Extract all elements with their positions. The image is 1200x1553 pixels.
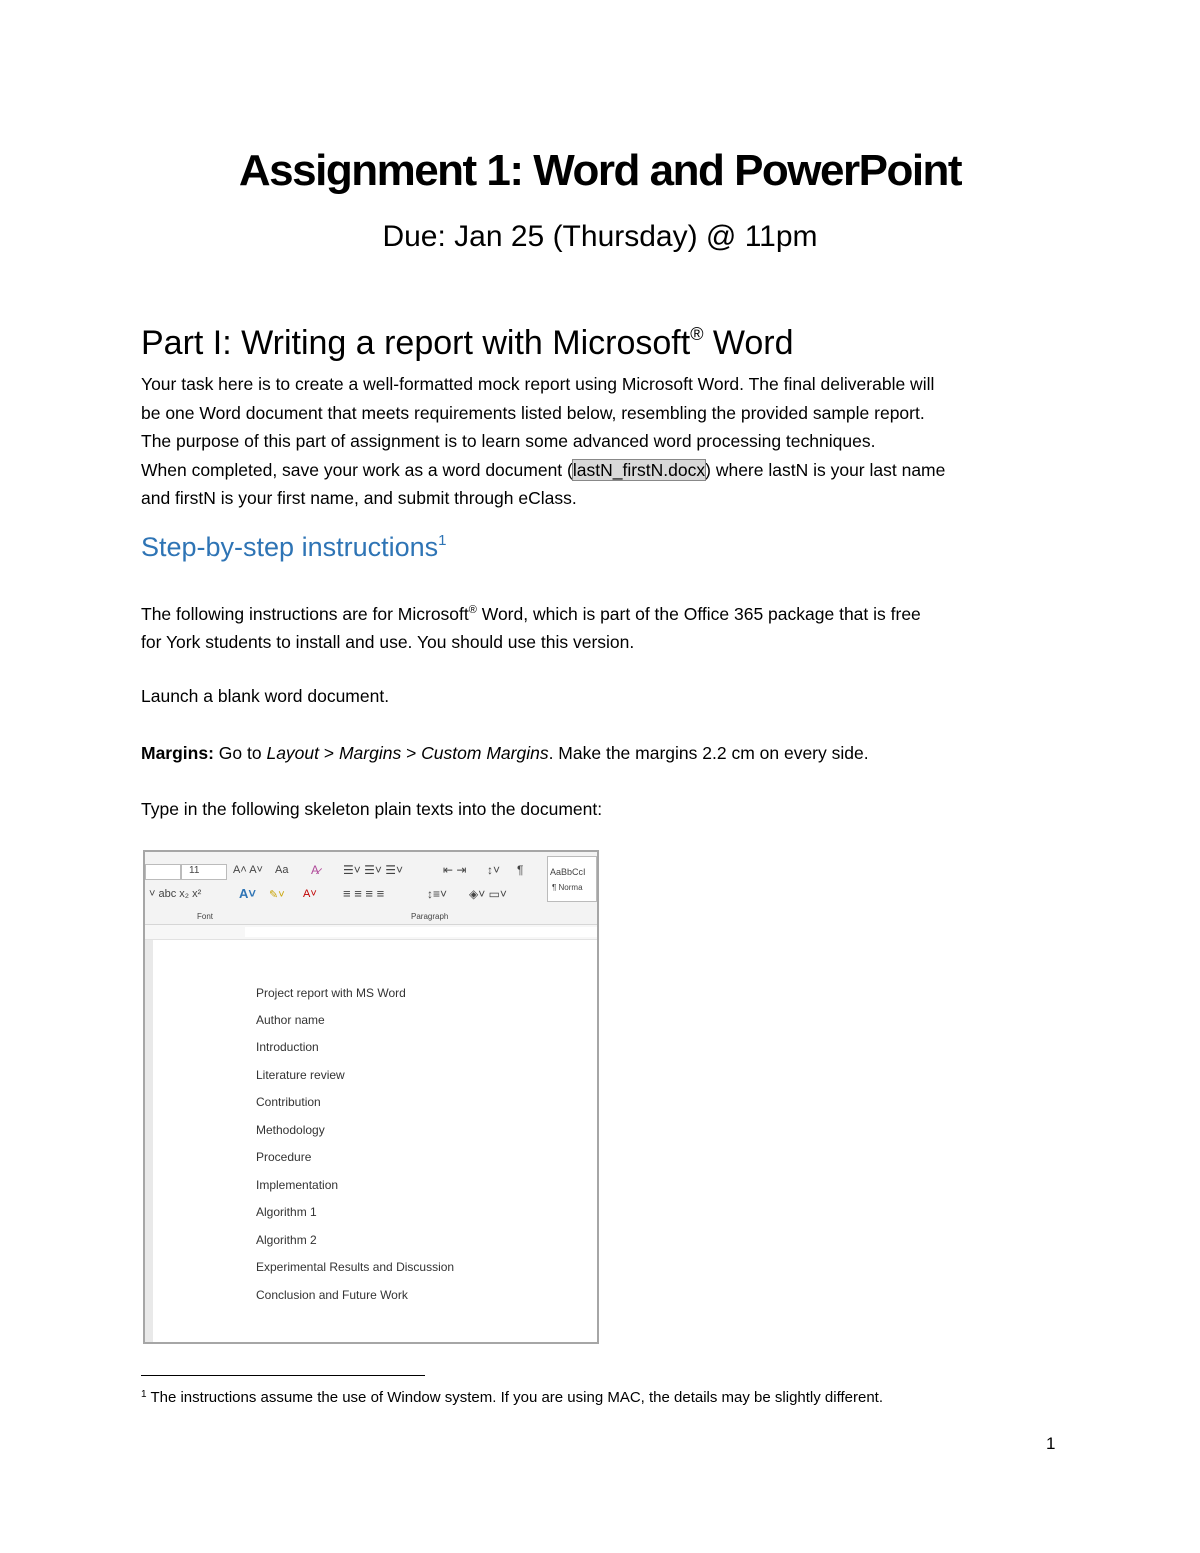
skeleton-line: Contribution xyxy=(256,1095,321,1109)
skeleton-line: Algorithm 1 xyxy=(256,1205,317,1219)
margins-label: Margins: xyxy=(141,743,214,763)
version-line2: for York students to install and use. You should use this version. xyxy=(141,632,635,653)
strikethrough-icon: ˅ abc x₂ x² xyxy=(149,888,202,900)
step-heading xyxy=(141,532,446,563)
launch-paragraph: Launch a blank word document. xyxy=(141,686,390,706)
pilcrow-icon: ¶ xyxy=(517,863,524,877)
page-number: 1 xyxy=(1046,1434,1056,1453)
bullets-icon: ☰˅ ☰˅ ☰˅ xyxy=(343,863,403,877)
line-spacing-icon: ↕≡˅ xyxy=(427,887,448,901)
registered-mark: ® xyxy=(468,604,477,616)
intro-line: The purpose of this part of assignment is to learn some advanced word processing techniques. xyxy=(141,431,876,451)
word-ribbon xyxy=(145,852,597,925)
menu-layout: Layout xyxy=(266,743,320,763)
word-ruler xyxy=(145,925,597,940)
skeleton-line: Author name xyxy=(256,1013,325,1027)
intro-paragraph xyxy=(141,370,1071,513)
margins-paragraph xyxy=(141,739,1071,768)
font-group-label: Font xyxy=(197,912,214,921)
skeleton-line: Project report with MS Word xyxy=(256,986,406,1000)
change-case-icon: Aa xyxy=(275,864,289,876)
font-name-box xyxy=(145,864,181,880)
text-effects-icon: A˅ xyxy=(239,886,256,901)
paragraph-group-label: Paragraph xyxy=(411,912,449,921)
skeleton-line: Algorithm 2 xyxy=(256,1233,317,1247)
intro-line: be one Word document that meets requirements listed below, resembling the provided sample report. xyxy=(141,402,925,423)
skeleton-line: Literature review xyxy=(256,1068,345,1082)
filename-highlight: lastN_firstN.docx xyxy=(572,459,706,480)
menu-margins: Margins xyxy=(338,743,402,763)
step-heading-text: Step-by-step instructions xyxy=(141,532,439,562)
skeleton-line: Conclusion and Future Work xyxy=(256,1288,408,1302)
separator: > xyxy=(401,743,422,763)
skeleton-line: Introduction xyxy=(256,1040,319,1054)
version-line1-b: Word, which is part of the Office 365 package that is free xyxy=(476,603,921,624)
shading-icon: ◈˅ ▭˅ xyxy=(469,887,507,901)
footnote xyxy=(141,1389,883,1406)
save-suffix: ) where lastN is your last name xyxy=(705,459,946,480)
save-instruction-line xyxy=(141,456,1071,485)
grow-font-icon: A˄ A˅ xyxy=(233,864,263,876)
part1-heading-end: Word xyxy=(703,324,794,362)
due-date: Due: Jan 25 (Thursday) @ 11pm xyxy=(382,220,818,253)
save-instruction-line2: and firstN is your first name, and submit through eClass. xyxy=(141,488,577,508)
styles-name: ¶ Norma xyxy=(552,883,583,892)
font-size-value: 11 xyxy=(189,865,200,876)
separator: > xyxy=(319,743,339,763)
margins-go: Go to xyxy=(213,743,267,763)
skeleton-line: Procedure xyxy=(256,1150,312,1164)
footnote-separator xyxy=(141,1375,425,1376)
clear-format-icon: A̷ xyxy=(311,863,320,877)
menu-custom-margins: Custom Margins xyxy=(421,743,549,763)
margins-rest: . Make the margins 2.2 cm on every side. xyxy=(548,743,869,763)
part1-heading-text: Part I: Writing a report with Microsoft xyxy=(141,324,691,362)
version-line1 xyxy=(141,596,1071,628)
sort-icon: ↕˅ xyxy=(487,863,501,877)
footnote-text: The instructions assume the use of Window system. If you are using MAC, the details may be slightly different. xyxy=(146,1389,884,1406)
type-in-paragraph: Type in the following skeleton plain texts into the document: xyxy=(141,799,603,819)
footnote-number: 1 xyxy=(141,1389,147,1400)
font-color-icon: A˅ xyxy=(303,888,317,900)
document-title: Assignment 1: Word and PowerPoint xyxy=(238,146,962,195)
version-paragraph xyxy=(141,596,1071,657)
align-icons: ≡ ≡ ≡ ≡ xyxy=(343,886,385,901)
registered-mark: ® xyxy=(690,324,704,344)
styles-preview: AaBbCcI xyxy=(550,867,586,877)
skeleton-line: Experimental Results and Discussion xyxy=(256,1260,455,1274)
part1-heading xyxy=(141,324,794,363)
version-line1-a: The following instructions are for Microsoft xyxy=(141,603,469,624)
styles-gallery xyxy=(547,856,597,902)
font-size-box xyxy=(181,864,227,880)
indent-icon: ⇤ ⇥ xyxy=(443,863,467,877)
word-screenshot xyxy=(143,850,599,1344)
save-prefix: When completed, save your work as a word document ( xyxy=(141,459,573,480)
footnote-ref[interactable]: 1 xyxy=(438,532,447,549)
skeleton-line: Implementation xyxy=(256,1178,339,1192)
word-document-area xyxy=(145,940,599,1342)
ruler-text-area xyxy=(245,927,597,937)
highlight-icon: ✎˅ xyxy=(269,889,285,901)
intro-line: Your task here is to create a well-formatted mock report using Microsoft Word. The final deliverable will xyxy=(141,374,935,394)
skeleton-line: Methodology xyxy=(256,1123,325,1137)
